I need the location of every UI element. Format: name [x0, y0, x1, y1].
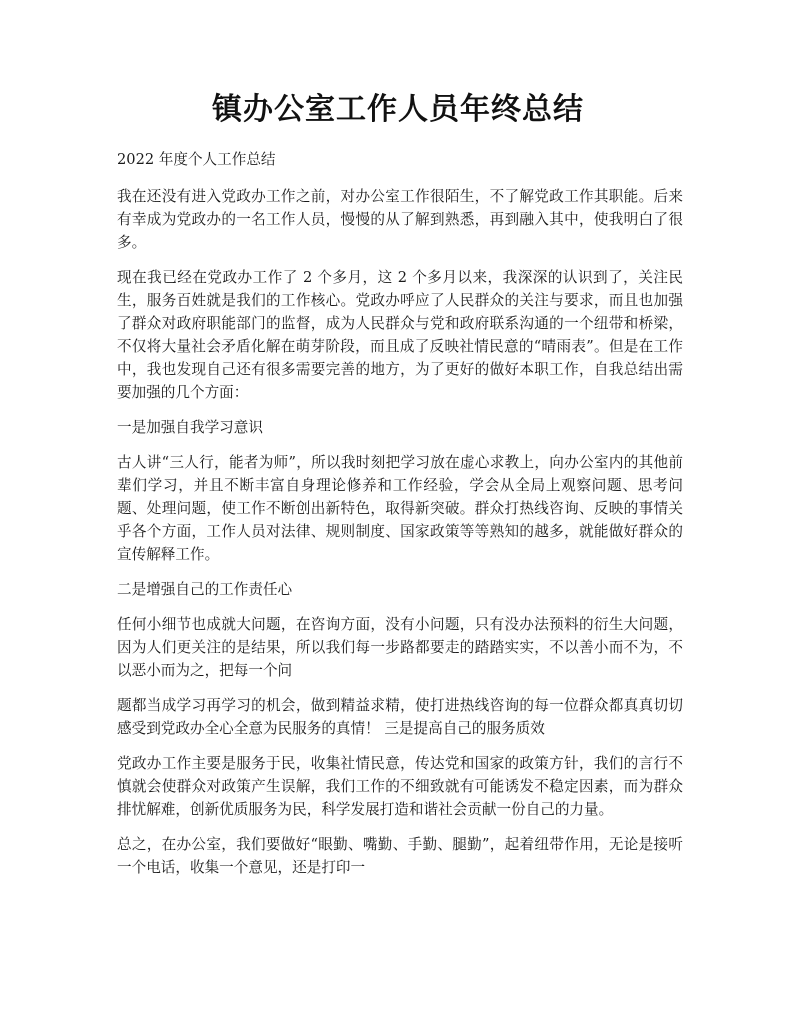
section-heading-1: 一是加强自我学习意识	[117, 419, 263, 436]
paragraph-overview: 现在我已经在党政办工作了 2 个多月，这 2 个多月以来，我深深的认识到了，关注民生，服务百姓就是我们的工作核心。党政办呼应了人民群众的关注与要求，而且也加强了群众对政府职能部门的监督，成为人民群众与党和政府联系沟通的一个纽带和桥梁，不仅将大量社会矛盾化解在萌芽阶段，而且成了反映社情民意的“晴雨表”。但是在工作中，我也发现自己还有很多需要完善的地方，为了更好的做好本职工作，自我总结出需要加强的几个方面：	[117, 269, 683, 401]
document-subtitle: 2022 年度个人工作总结	[117, 151, 276, 168]
paragraph-section-3: 党政办工作主要是服务于民，收集社情民意，传达党和国家的政策方针，我们的言行不慎就会使群众对政策产生误解，我们工作的不细致就有可能诱发不稳定因素，而为群众排忧解难，创新优质服务为民，科学发展打造和谐社会贡献一份自己的力量。	[117, 755, 683, 818]
paragraph-section-2-cont: 题都当成学习再学习的机会，做到精益求精，使打进热线咨询的每一位群众都真真切切感受到党政办全心全意为民服务的真情！ 三是提高自己的服务质效	[117, 697, 683, 737]
document-body	[117, 148, 683, 891]
paragraph-section-1: 古人讲“三人行，能者为师”，所以我时刻把学习放在虚心求教上，向办公室内的其他前辈们学习，并且不断丰富自身理论修养和工作经验，学会从全局上观察问题、思考问题、处理问题，使工作不断创出新特色，取得新突破。群众打热线咨询、反映的事情关乎各个方面，工作人员对法律、规则制度、国家政策等等熟知的越多，就能做好群众的宣传解释工作。	[117, 454, 683, 563]
paragraph-conclusion: 总之，在办公室，我们要做好“眼勤、嘴勤、手勤、腿勤”，起着纽带作用，无论是接听一个电话，收集一个意见，还是打印一	[117, 836, 683, 876]
section-heading-2: 二是增强自己的工作责任心	[117, 581, 293, 598]
document-title: 镇办公室工作人员年终总结	[212, 92, 584, 127]
paragraph-intro: 我在还没有进入党政办工作之前，对办公室工作很陌生，不了解党政工作其职能。后来有幸成为党政办的一名工作人员，慢慢的从了解到熟悉，再到融入其中，使我明白了很多。	[117, 188, 683, 251]
paragraph-section-2: 任何小细节也成就大问题，在咨询方面，没有小问题，只有没办法预料的衍生大问题，因为人们更关注的是结果，所以我们每一步路都要走的踏踏实实，不以善小而不为，不以恶小而为之，把每一个问	[117, 616, 683, 679]
